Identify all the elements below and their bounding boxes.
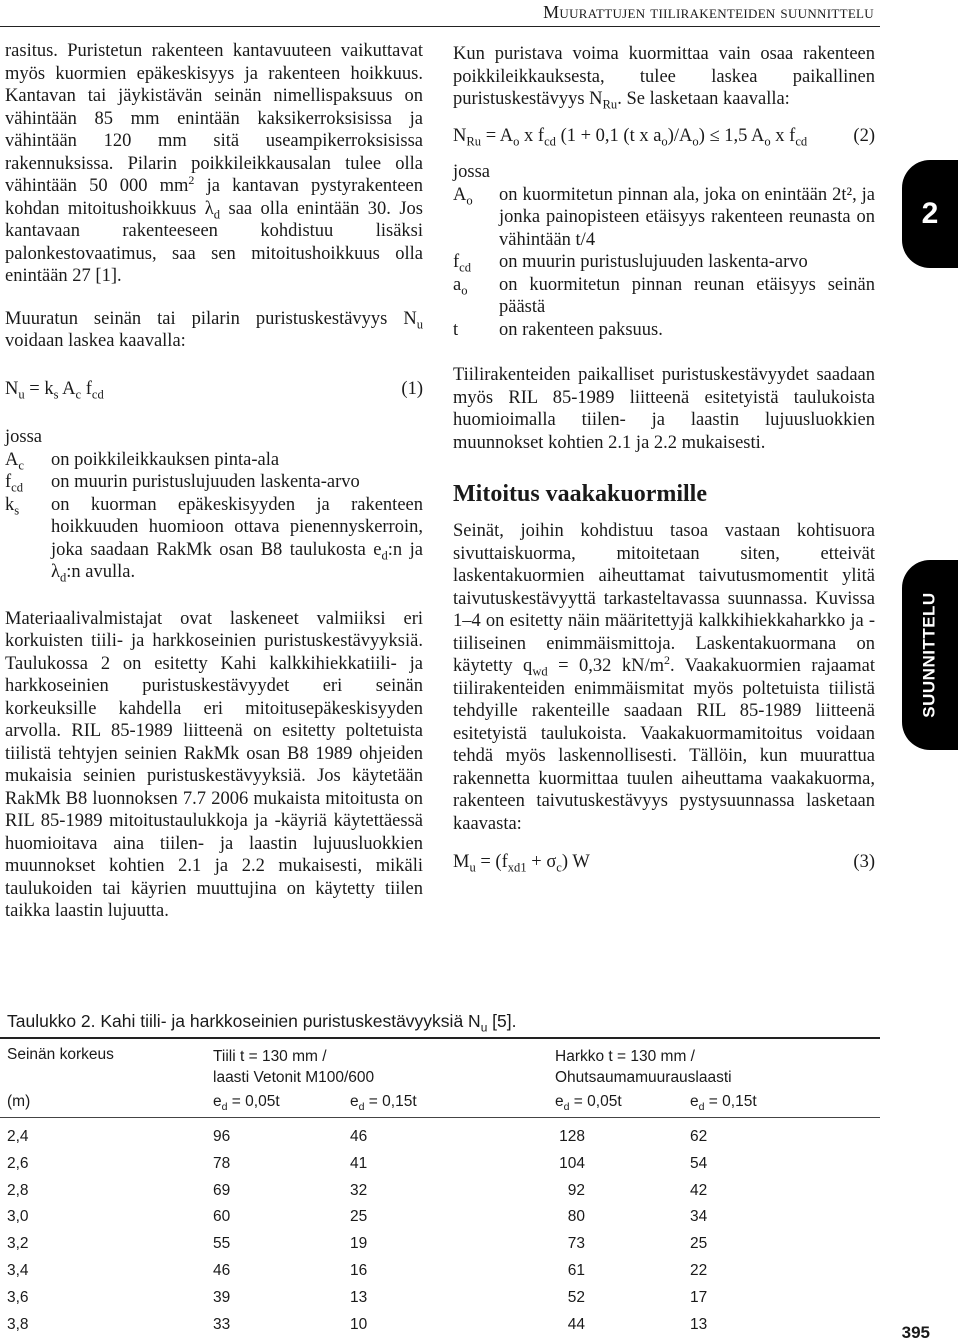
col-header-unit: (m) [7, 1093, 31, 1110]
chapter-tab: 2 [902, 160, 958, 268]
paragraph: rasitus. Puristetun rakenteen kantavuuteen vaikuttavat myös kuormien epäkeskisyys ja rakenteen hoikkuus. Kantavan tai jäykistävän seinän nimellispaksuus on vähintään 85 mm enintään kaksikerroksisissa ja vähintään 120 mm sitä useampikerroksisissa rakennuksissa. Pilarin poikkileikkausalan tulee olla vähintään 50 000 $mm^2$ ja kantavan pystyrakenteen kohdan mitoitushoikkuus $\lambda_d$ saa olla enintään 30. Jos kantavaan rakenteeseen kohdistuu lisäksi palonkestovaatimus, saa sen mitoitushoikkuus olla enintään 27 [1]. [5, 41, 423, 286]
definition-list [5, 449, 423, 584]
table-cell: 3,2 [7, 1235, 29, 1253]
jossa-label: jossa [453, 162, 490, 182]
formula-number: (2) [853, 125, 875, 146]
table-cell: 46 [213, 1262, 231, 1279]
table-cell: 104 [559, 1154, 585, 1172]
def-symbol: $f_{cd}$ [5, 472, 24, 495]
formula-number: (3) [853, 852, 875, 872]
col-header-height: Seinän korkeus [7, 1046, 114, 1063]
table-cell: 2,6 [7, 1154, 29, 1172]
table-cell: 73 [567, 1235, 585, 1253]
table-cell: 33 [213, 1315, 231, 1333]
table-caption: Taulukko 2. Kahi tiili- ja harkkoseinien puristuskestävyyksiä $N_u$ [5]. [7, 1011, 517, 1035]
table-cell: 3,0 [7, 1208, 29, 1226]
table-cell: 25 [350, 1208, 368, 1226]
header-rule [0, 26, 880, 27]
table-cell: 42 [690, 1181, 708, 1199]
col-header-ecc: $e_d = 0,15t$ [690, 1093, 757, 1114]
table-cell: 19 [350, 1235, 368, 1253]
table-cell: 32 [350, 1181, 368, 1199]
table-top-rule [0, 1037, 880, 1039]
def-text: on kuormitetun pinnan reunan etäisyys seinän päästä [499, 274, 875, 317]
jossa-label: jossa [5, 427, 42, 447]
table-cell: 2,4 [7, 1128, 29, 1145]
table-cell: 55 [213, 1235, 231, 1253]
paragraph: Muuratun seinän tai pilarin puristuskestävyys $N_u$ voidaan laskea kaavalla: [5, 308, 423, 351]
running-header: Muurattujen tiilirakenteiden suunnittelu [543, 2, 874, 22]
def-text: on rakenteen paksuus. [499, 319, 663, 340]
def-text: on kuormitetun pinnan ala, joka on enintään 2t², ja jonka painopisteen etäisyys rakenteen reunasta on vähintään t/4 [499, 184, 875, 250]
def-symbol: $k_s$ [5, 494, 20, 518]
def-text: on poikkileikkauksen pinta-ala [51, 449, 280, 470]
def-text: on muurin puristuslujuuden laskenta-arvo [499, 252, 808, 272]
table-cell: 17 [690, 1288, 708, 1306]
table-cell: 34 [690, 1208, 708, 1226]
table-cell: 46 [350, 1128, 368, 1145]
table-cell: 52 [567, 1288, 585, 1306]
table-cell: 41 [350, 1154, 368, 1172]
def-text: on muurin puristuslujuuden laskenta-arvo [51, 472, 360, 492]
def-symbol: $A_c$ [5, 449, 24, 473]
table-cell: 128 [559, 1128, 585, 1145]
table-cell: 3,6 [7, 1288, 29, 1306]
formula-1: $N_u = k_s$ $A_c$ $f_{cd}$ (1) [5, 378, 423, 402]
section-heading: Mitoitus vaakakuormille [453, 481, 708, 507]
section-tab: SUUNNITTELU [902, 560, 958, 750]
def-text: on kuorman epäkeskisyyden ja rakenteen hoikkuuden huomioon ottava pienennyskerroin, joka saadaan RakMk osan B8 taulukosta $e_d:n$ ja $\lambda_d:n$ avulla. [51, 494, 423, 585]
paragraph: Seinät, joihin kohdistuu tasoa vastaan kohtisuora sivuttaiskuorma, mitoitetaan siten, etteivät laskentakuormien aiheuttamat taivutusmomentit ylitä taivutuskestävyyttä tarkasteltavassa suunnassa. Kuvissa 1–4 on esitetty näin määritettyjä kalkkihiekkaharkko ja -tiiliseinen enimmäismittoja. Laskentakuormana on käytetty $q_{wd} = 0,32$ $kN/m^2$. Vaakakuormien rajaamat tiilirakenteiden enimmäismitat myös poltetuista tiilistä tehdyille rakenteille saadaan RIL 85-1989 liitteenä esitetyistä taulukoista. Vaakakuormamitoitus voidaan tehdä myös laskennollisesti. Tällöin, kun muurattua rakennetta kuormittaa tuulen aiheuttama vaakakuorma, rakenteen taivutuskestävyys pystysuunnassa lasketaan kaavasta: [453, 521, 876, 834]
table-cell: 92 [567, 1181, 585, 1199]
def-symbol: $f_{cd}$ [453, 252, 472, 275]
definition-list [453, 184, 875, 342]
table-cell: 16 [350, 1262, 368, 1279]
def-symbol: $a_o$ [453, 274, 468, 298]
col-group-block: Harkko t = 130 mm / Ohutsaumamuurauslaasti [555, 1048, 732, 1086]
def-symbol: $A_o$ [453, 184, 473, 208]
table-cell: 69 [213, 1181, 231, 1199]
table-header-rule [0, 1117, 880, 1118]
formula-2-expression: $N_{Ru} = A_o$ x $f_{cd}$ (1 + 0,1 (t x $a_o)/A_o) \le 1,5$ $A_o$ x $f_{cd}$ [453, 125, 808, 149]
paragraph: Tiilirakenteiden paikalliset puristuskestävyydet saadaan myös RIL 85-1989 liitteenä esitetyistä taulukoista huomioimalla tiilen- ja laastin lujuusluokkien muunnokset kohtien 2.1 ja 2.2 mukaisesti. [453, 365, 875, 453]
paragraph: Kun puristava voima kuormittaa vain osaa rakenteen poikkileikkauksesta, tulee laskea paikallinen puristuskestävyys $N_{Ru}$. Se lasketaan kaavalla: [453, 44, 875, 112]
left-column [5, 40, 423, 923]
table-cell: 60 [213, 1208, 231, 1226]
table-cell: 78 [213, 1154, 231, 1172]
table-cell: 62 [690, 1128, 708, 1145]
formula-3 [453, 851, 875, 874]
col-group-brick: Tiili t = 130 mm / laasti Vetonit M100/600 [213, 1048, 375, 1086]
col-header-ecc: $e_d = 0,15t$ [350, 1093, 417, 1114]
table-cell: 2,8 [7, 1181, 29, 1199]
table-cell: 13 [690, 1315, 708, 1333]
formula-2 [453, 125, 875, 148]
formula-number: (1) [401, 378, 423, 399]
formula-3-expression: $M_u = (f_{xd1} + \sigma_c)$ W [453, 852, 590, 875]
table-cell: 3,8 [7, 1315, 29, 1333]
table-cell: 3,4 [7, 1262, 29, 1279]
table-cell: 96 [213, 1128, 231, 1145]
table-cell: 39 [213, 1288, 231, 1306]
table-cell: 13 [350, 1288, 368, 1306]
right-column [453, 43, 875, 874]
table-cell: 22 [690, 1262, 708, 1279]
table-cell: 54 [690, 1154, 708, 1172]
table-cell: 25 [690, 1235, 708, 1253]
paragraph: Materiaalivalmistajat ovat laskeneet valmiiksi eri korkuisten tiili- ja harkkoseinien puristuskestävyyksiä. Taulukossa 2 on esitetty Kahi kalkkihiekkatiili- ja harkkoseinien puristuskestävyydet eri seinän korkeuksille kahdella eri mitoitusepäkeskisyyden arvolla. RIL 85-1989 liitteenä on esitetty poltetuista tiilistä tehtyjen seinien RakMk osan B8 1989 ohjeiden mukaisia seinien puristuskestävyyksiä. Jos käytetään RakMk B8 luonnoksen 7.7 2006 mukaista mitoitusta on RIL 85-1989 mitoitustaulukkoja ja -käyriä käytettäessä huomioitava aina tiilen- ja laastin lujuusluokkien muunnokset kohtien 2.1 ja 2.2 mukaisesti, mikäli taulukoiden tai käyrien muuttujina on käytetty tiilen taikka laastin lujuutta. [5, 608, 423, 921]
col-header-ecc: $e_d = 0,05t$ [555, 1093, 622, 1114]
def-symbol: t [453, 319, 459, 340]
page-number: 395 [901, 1323, 930, 1342]
table-cell: 10 [350, 1315, 368, 1333]
table-cell: 44 [567, 1315, 585, 1333]
table-cell: 61 [567, 1262, 585, 1279]
table-cell: 80 [567, 1208, 585, 1226]
col-header-ecc: $e_d = 0,05t$ [213, 1093, 280, 1114]
